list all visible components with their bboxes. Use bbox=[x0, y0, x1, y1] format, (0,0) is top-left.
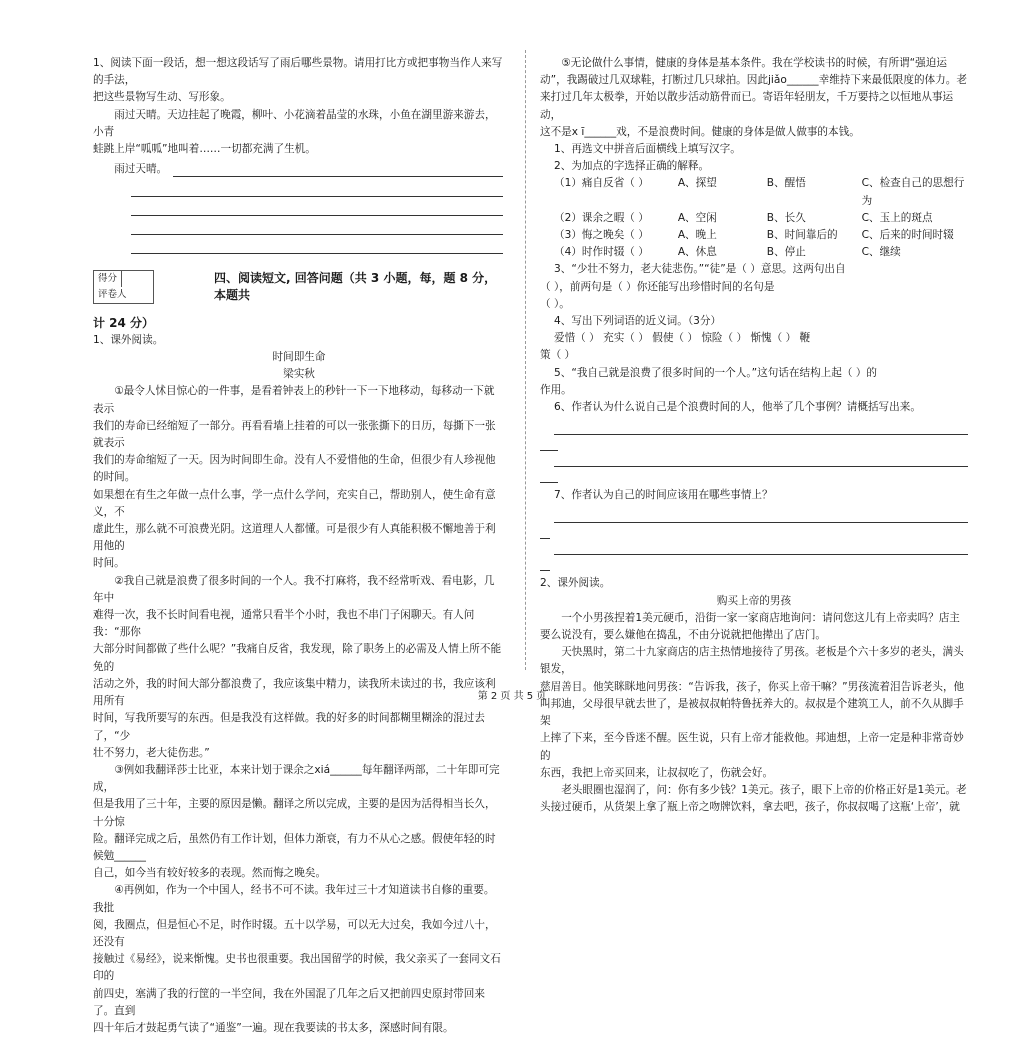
choice-option[interactable]: B、长久 bbox=[766, 211, 806, 224]
paragraph-5-line: 动”，我踢破过几双球鞋，打断过几只球拍。因此jiǎo______幸维持下来最低限度的体力。老 bbox=[540, 74, 967, 87]
question-5-line: 作用。 bbox=[540, 383, 572, 396]
answer-line[interactable] bbox=[540, 470, 558, 483]
synonyms-line: 策（ ） bbox=[540, 349, 576, 362]
paragraph-1-line: 我们的寿命缩短了一天。因为时间即生命。没有人不爱惜他的生命，但很少有人珍视他的时间。 bbox=[93, 454, 496, 484]
choice-row bbox=[554, 227, 968, 244]
paragraph-2-line: 壮不努力，老大徒伤悲。” bbox=[93, 746, 210, 759]
choice-option[interactable]: B、停止 bbox=[766, 246, 806, 259]
grader-label: 评卷人 bbox=[98, 289, 127, 301]
page-number: 第 2 页 共 5 页 bbox=[477, 691, 547, 702]
choice-item: （3）悔之晚矣（ ） bbox=[554, 229, 649, 242]
question-3-line: 3、“少壮不努力，老大徒悲伤。”“徒”是（ ）意思。这两句出自 bbox=[554, 263, 846, 276]
answer-line[interactable] bbox=[131, 201, 503, 216]
answer-line[interactable] bbox=[131, 220, 503, 235]
paragraph-2-line: 大部分时间都做了些什么呢？”我痛自反省，我发现，除了职务上的必需及人情上所不能免的 bbox=[93, 643, 502, 673]
question-4: 4、写出下列词语的近义词。（3分） bbox=[554, 315, 722, 328]
synonyms-line: 爱惜（ ） 充实（ ） 假使（ ） 惊险（ ） 惭愧（ ） 鞭 bbox=[554, 332, 811, 345]
score-label: 得分 bbox=[94, 271, 122, 287]
choice-item: （2）课余之暇（ ） bbox=[554, 211, 649, 224]
right-column bbox=[540, 55, 968, 816]
answer-line[interactable] bbox=[540, 438, 558, 451]
question-2: 2、为加点的字选择正确的解释。 bbox=[554, 160, 710, 173]
question-3-line: （ ），前两句是（ ）你还能写出珍惜时间的名句是 bbox=[540, 280, 775, 293]
paragraph-1-line: 如果想在有生之年做一点什么事，学一点什么学问，充实自己，帮助别人，使生命有意义，不 bbox=[93, 488, 496, 518]
score-box bbox=[93, 270, 154, 304]
story-line: 叫邦迪，父母很早就去世了，是被叔叔帕特鲁抚养大的。叔叔是个建筑工人，前不久从脚手架 bbox=[540, 697, 964, 728]
paragraph-3-line: 但是我用了三十年，主要的原因是懒。翻译之所以完成，主要的是因为活得相当长久，十分惊 bbox=[93, 798, 496, 828]
choice-option[interactable]: A、探望 bbox=[677, 177, 717, 190]
choice-row bbox=[554, 210, 968, 227]
paragraph-5-line: ⑤无论做什么事情，健康的身体是基本条件。我在学校读书的时候，有所谓“强迫运 bbox=[561, 57, 947, 69]
answer-line[interactable] bbox=[554, 454, 968, 467]
question-1: 1、再选文中拼音后面横线上填写汉字。 bbox=[554, 143, 741, 156]
paragraph-4-line: 阅，我圈点，但是恒心不足，时作时辍。五十以学易，可以无大过矣，我如今过八十，还没有 bbox=[93, 918, 496, 948]
story-line: 老头眼圈也湿润了，问：你有多少钱？1美元。孩子，眼下上帝的价格正好是1美元。老 bbox=[561, 783, 967, 796]
paragraph-5-line: 这不是x ī______戏，不是浪费时间。健康的身体是做人做事的本钱。 bbox=[540, 125, 860, 138]
paragraph-4-line: ④再例如，作为一个中国人，经书不可不读。我年过三十才知道读书自修的重要。我批 bbox=[93, 884, 495, 914]
paragraph-4-line: 接触过《易经》，说来惭愧。史书也很重要。我出国留学的时候，我父亲买了一套同文石印的 bbox=[93, 953, 501, 983]
answer-line[interactable] bbox=[540, 558, 550, 571]
story-line: 一个小男孩捏着1美元硬币，沿街一家一家商店地询问：请问您这儿有上帝卖吗？店主 bbox=[561, 611, 960, 624]
paragraph-2-line: 难得一次，我不长时间看电视，通常只看半个小时，我也不串门子闲聊天。有人问我：“那你 bbox=[93, 609, 475, 639]
reading-2-label: 2、课外阅读。 bbox=[540, 577, 611, 590]
choice-option[interactable]: C、玉上的斑点 bbox=[861, 211, 933, 224]
article-title: 时间即生命 bbox=[272, 351, 326, 364]
paragraph-2-line: 时间，写我所要写的东西。但是我没有这样做。我的好多的时间都糊里糊涂的混过去了，“少 bbox=[93, 712, 485, 742]
choice-option[interactable]: A、晚上 bbox=[677, 229, 717, 242]
paragraph-4-line: 前四史，塞满了我的行筐的一半空间，我在外国混了几年之后又把前四史原封带回来了。直到 bbox=[93, 987, 485, 1017]
choice-option[interactable]: A、空闲 bbox=[677, 211, 717, 224]
section-heading: 四、阅读短文, 回答问题（共 3 小题，每，题 8 分，本题共 bbox=[214, 271, 497, 303]
paragraph-3-line: ③例如我翻译莎士比亚，本来计划于课余之xiá______每年翻译两部，二十年即可完成， bbox=[93, 763, 500, 794]
question-1-line-1: 1、阅读下面一段话，想一想这段话写了雨后哪些景物。请用打比方或把事物当作人来写的手法， bbox=[93, 57, 503, 87]
question-1-line-2: 把这些景物写生动、写形象。 bbox=[93, 91, 231, 104]
paragraph-2-line: ②我自己就是浪费了很多时间的一个人。我不打麻将，我不经常听戏、看电影，几年中 bbox=[93, 574, 495, 604]
choice-option[interactable]: A、休息 bbox=[677, 246, 717, 259]
reading-label: 1、课外阅读。 bbox=[93, 333, 164, 346]
passage-line-1: 雨过天晴。天边挂起了晚霞，柳叶、小花滴着晶莹的水珠，小鱼在湖里游来游去，小青 bbox=[93, 108, 496, 138]
question-7: 7、作者认为自己的时间应该用在哪些事情上？ bbox=[554, 489, 773, 502]
choice-option[interactable]: C、后来的时间时辍 bbox=[861, 229, 954, 242]
paragraph-4-line: 四十年后才鼓起勇气读了“通鉴”一遍。现在我要读的书太多，深感时间有限。 bbox=[93, 1021, 454, 1034]
left-column bbox=[93, 55, 505, 1037]
paragraph-1-line: 虚此生，那么就不可浪费光阴。这道理人人都懂。可是很少有人真能积极不懈地善于利用他的 bbox=[93, 523, 496, 553]
paragraph-1-line: 我们的寿命已经缩短了一部分。再看看墙上挂着的可以一张张撕下的日历，每撕下一张就表示 bbox=[93, 419, 496, 450]
story-line: 要么说没有，要么嫌他在捣乱，不由分说就把他撵出了店门。 bbox=[540, 629, 827, 642]
answer-line[interactable] bbox=[554, 542, 968, 555]
paragraph-3-line: 险。翻译完成之后，虽然仍有工作计划，但体力渐衰，有力不从心之感。假使年轻的时候勉______ bbox=[93, 832, 496, 862]
story-line: 上摔了下来，至今昏迷不醒。医生说，只有上帝才能救他。邦迪想，上帝一定是种非常奇妙的 bbox=[540, 732, 964, 762]
passage-line-2: 蛙跳上岸“呱呱”地叫着……一切都充满了生机。 bbox=[93, 143, 316, 156]
answer-line[interactable] bbox=[131, 182, 503, 197]
answer-line[interactable] bbox=[554, 510, 968, 523]
choice-option[interactable]: C、继续 bbox=[861, 246, 901, 259]
paragraph-5-line: 来打过几年太极拳，开始以散步活动筋骨而已。寄语年轻朋友，千万要持之以恒地从事运动， bbox=[540, 91, 954, 121]
paragraph-1-line: ①最令人怵目惊心的一件事，是看着钟表上的秒针一下一下地移动，每移动一下就表示 bbox=[93, 385, 495, 415]
story-line: 慈眉善目。他笑眯眯地问男孩：“告诉我，孩子，你买上帝干嘛？”男孩流着泪告诉老头，他 bbox=[540, 680, 965, 693]
article-2-title: 购买上帝的男孩 bbox=[716, 594, 792, 607]
story-line: 头接过硬币，从货架上拿了瓶上帝之吻牌饮料，拿去吧，孩子，你叔叔喝了这瓶‘上帝’，就 bbox=[540, 801, 960, 814]
story-line: 天快黑时，第二十九家商店的店主热情地接待了男孩。老板是个六十多岁的老头，满头银发， bbox=[540, 646, 964, 676]
answer-line[interactable] bbox=[540, 526, 550, 539]
choice-option[interactable]: B、醒悟 bbox=[766, 177, 806, 190]
answer-line[interactable] bbox=[554, 422, 968, 435]
answer-prompt: 雨过天晴。 bbox=[114, 163, 168, 176]
choice-item: （1）痛自反省（ ） bbox=[554, 177, 649, 190]
column-divider bbox=[525, 50, 526, 670]
section-heading-cont: 计 24 分） bbox=[93, 315, 155, 330]
choice-row bbox=[554, 244, 968, 261]
choice-row bbox=[554, 175, 968, 209]
question-6: 6、作者认为什么说自己是个浪费时间的人，他举了几个事例？请概括写出来。 bbox=[554, 401, 921, 414]
paragraph-2-line: 活动之外，我的时间大部分都浪费了，我应该集中精力，读我所未读过的书，我应该利用所有 bbox=[93, 677, 496, 708]
question-5-line: 5、“我自己就是浪费了很多时间的一个人。”这句话在结构上起（ ）的 bbox=[554, 366, 878, 379]
question-3-line: （ ）。 bbox=[540, 297, 570, 310]
choice-option[interactable]: B、时间靠后的 bbox=[766, 229, 838, 242]
choice-item: （4）时作时辍（ ） bbox=[554, 246, 649, 259]
story-line: 东西，我把上帝买回来，让叔叔吃了，伤就会好。 bbox=[540, 766, 774, 779]
article-author: 梁实秋 bbox=[283, 368, 315, 381]
answer-line[interactable] bbox=[173, 162, 503, 177]
choice-option[interactable]: C、检查自己的思想行为 bbox=[861, 177, 965, 207]
paragraph-3-line: 自己，如今当有较好较多的表现。然而悔之晚矣。 bbox=[93, 867, 327, 880]
answer-line[interactable] bbox=[131, 239, 503, 254]
paragraph-1-line: 时间。 bbox=[93, 557, 125, 570]
